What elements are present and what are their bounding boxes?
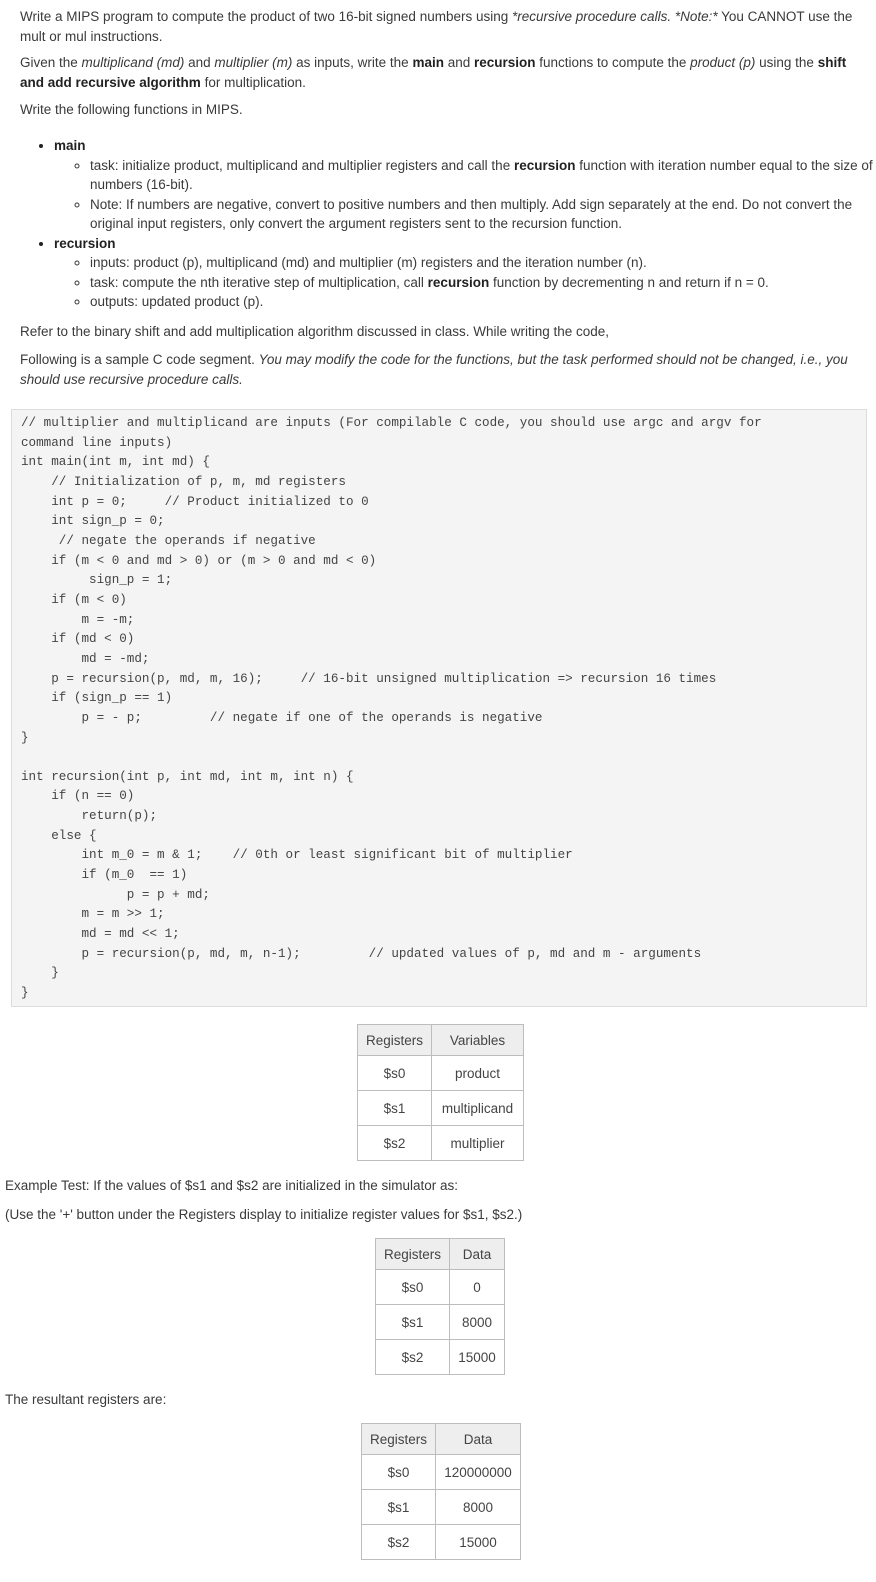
table-cell: $s1 (376, 1305, 450, 1340)
text: task: compute the nth iterative step of multiplication, call (90, 274, 428, 290)
table-row (362, 1525, 521, 1560)
table-cell: 15000 (450, 1340, 505, 1375)
table-header: Registers (358, 1025, 432, 1056)
main-note: ◦ Note: If numbers are negative, convert to positive numbers and then multiply. Add sign separately at the end. Do not convert the original input registers, only convert the argument registers sent to the recursion function. (90, 195, 876, 234)
table-row (376, 1305, 505, 1340)
text: function with iteration number equal to the size of numbers (16-bit). (90, 157, 873, 192)
table-row (358, 1056, 524, 1091)
text-italic: You may modify the code for the functions, but the task performed should not be changed, i.e., you should use recursive procedure calls. (20, 352, 848, 387)
table-cell: multiplier (432, 1126, 524, 1161)
table-cell: 15000 (436, 1525, 521, 1560)
list-item-main (54, 136, 876, 234)
recursion-outputs: ◦ outputs: updated product (p). (90, 292, 876, 312)
table-row (362, 1490, 521, 1525)
intro-text: You CANNOT use the mult or mul instructions. (20, 9, 853, 44)
recursion-label: recursion (54, 235, 116, 251)
table-cell: product (432, 1056, 524, 1091)
table-row (362, 1455, 521, 1490)
text: functions to compute the (535, 55, 691, 70)
text-italic: product (p) (690, 55, 756, 70)
table-cell: 120000000 (436, 1455, 521, 1490)
table-cell: 8000 (450, 1305, 505, 1340)
text-bold: main (412, 55, 444, 70)
code-block: // multiplier and multiplicand are inputs (For compilable C code, you should use argc and argv for command line inputs) int main(int m, int md) { // Initialization of p, m, md registers int p = 0; // Product initialized to 0 int sign_p = 0; // negate the operands if negative if (m < 0 and md > 0) or (m > 0 and md < 0) sign_p = 1; if (m < 0) m = -m; if (md < 0) md = -md; p = recursion(p, md, m, 16); // 16-bit unsigned multiplication => recursion 16 times if (sign_p == 1) p = - p; // negate if one of the operands is negative } int recursion(int p, int md, int m, int n) { if (n == 0) return(p); else { int m_0 = m & 1; // 0th or least significant bit of multiplier if (m_0 == 1) p = p + md; m = m >> 1; md = md << 1; p = recursion(p, md, m, n-1); // updated values of p, md and m - arguments } } (11, 409, 867, 1007)
intro-paragraph-1 (20, 7, 858, 47)
text: using the (755, 55, 818, 70)
intro-paragraph-2 (20, 53, 858, 93)
intro-italic: *recursive procedure calls. *Note:* (512, 9, 718, 24)
register-variable-table (357, 1024, 524, 1161)
example-instruction-text: (Use the '+' button under the Registers display to initialize register values for $s1, $s2.) (5, 1207, 523, 1222)
main-label: main (54, 138, 86, 153)
table-cell: $s0 (358, 1056, 432, 1091)
table-cell: 0 (450, 1270, 505, 1305)
table-cell: 8000 (436, 1490, 521, 1525)
table-cell: multiplicand (432, 1091, 524, 1126)
text-italic: multiplier (m) (214, 55, 293, 70)
text: Given the (20, 55, 82, 70)
text: and (184, 55, 215, 70)
recursion-inputs: ◦ inputs: product (p), multiplicand (md) and multiplier (m) registers and the iteration number (n). (90, 253, 876, 273)
recursion-sublist (54, 253, 876, 312)
recursion-task (90, 273, 876, 293)
text-bold: recursion (427, 274, 490, 290)
table-header-row (362, 1424, 521, 1455)
intro-paragraph-3: Write the following functions in MIPS. (20, 102, 243, 117)
table-header: Data (436, 1424, 521, 1455)
resultant-registers-table (361, 1423, 521, 1560)
main-sublist (54, 156, 876, 234)
text: function by decrementing n and return if n = 0. (489, 274, 769, 290)
table-header: Variables (432, 1025, 524, 1056)
table-cell: $s1 (362, 1490, 436, 1525)
text-bold: recursion (513, 157, 576, 173)
table-row (376, 1270, 505, 1305)
table-header-row (358, 1025, 524, 1056)
table-row (358, 1091, 524, 1126)
table-cell: $s0 (376, 1270, 450, 1305)
refer-paragraph: Refer to the binary shift and add multiplication algorithm discussed in class. While writing the code, (20, 324, 610, 339)
table-cell: $s0 (362, 1455, 436, 1490)
table-header: Registers (376, 1239, 450, 1270)
table-header-row (376, 1239, 505, 1270)
main-task (90, 156, 876, 195)
table-cell: $s2 (358, 1126, 432, 1161)
table-cell: $s2 (376, 1340, 450, 1375)
table-header: Registers (362, 1424, 436, 1455)
table-row (376, 1340, 505, 1375)
table-row (358, 1126, 524, 1161)
text: for multiplication. (200, 75, 306, 90)
text-bold: shift and add recursive algorithm (20, 55, 847, 90)
function-list (20, 136, 876, 312)
table-cell: $s1 (358, 1091, 432, 1126)
list-item-recursion (54, 234, 876, 312)
text-italic: multiplicand (md) (81, 55, 185, 70)
example-test-text: Example Test: If the values of $s1 and $s2 are initialized in the simulator as: (5, 1178, 458, 1193)
sample-paragraph (20, 350, 858, 390)
intro-text: Write a MIPS program to compute the product of two 16-bit signed numbers using (20, 9, 512, 24)
text: as inputs, write the (292, 55, 413, 70)
text: and (443, 55, 474, 70)
text-bold: recursion (473, 55, 536, 70)
text: Following is a sample C code segment. (20, 352, 259, 367)
table-cell: $s2 (362, 1525, 436, 1560)
table-header: Data (450, 1239, 505, 1270)
resultant-text: The resultant registers are: (5, 1392, 167, 1407)
initial-registers-table (375, 1238, 505, 1375)
text: task: initialize product, multiplicand and multiplier registers and call the (90, 157, 514, 173)
